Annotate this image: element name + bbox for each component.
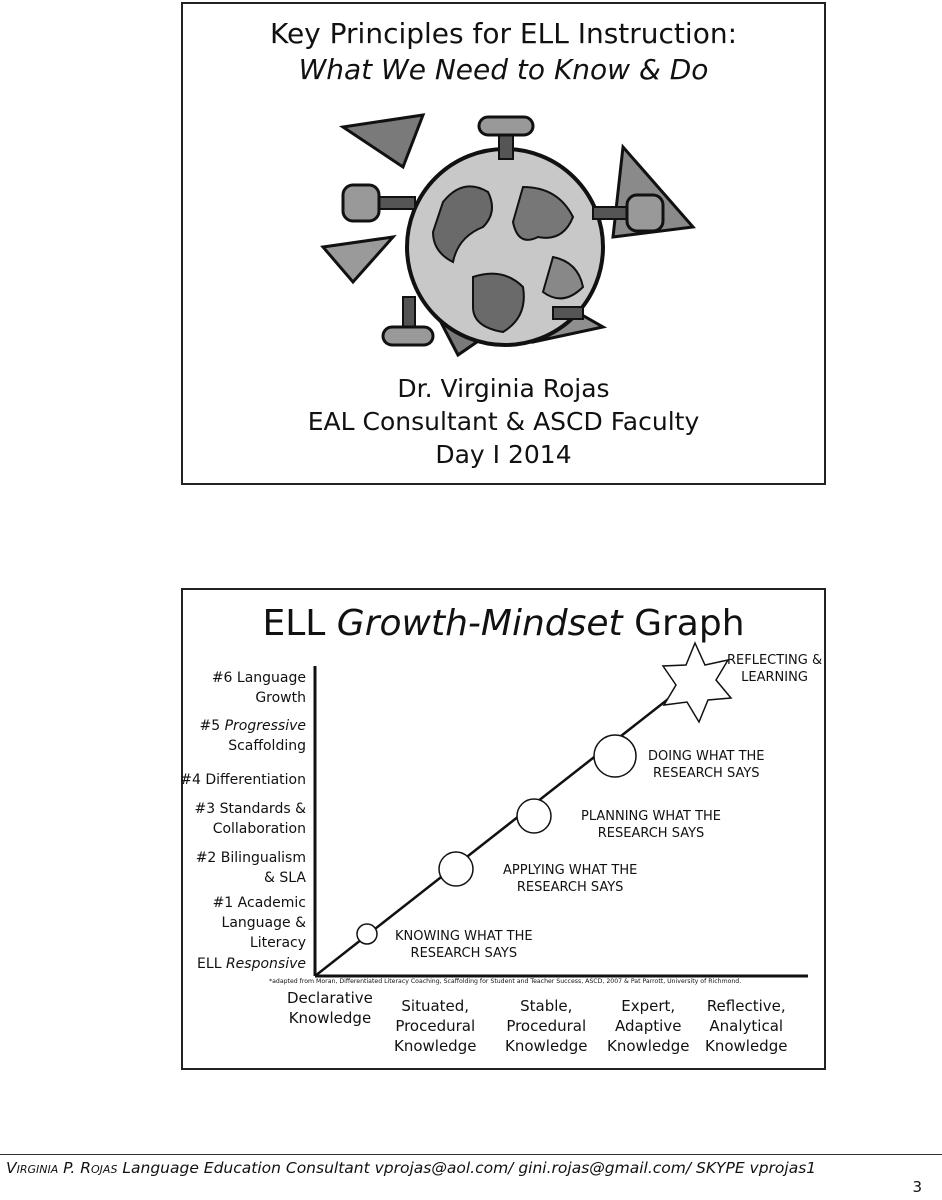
label-reflecting: REFLECTING & LEARNING	[727, 653, 823, 685]
y-label-2: #2 Bilingualism & SLA	[195, 850, 306, 886]
x-label-situated: Situated, Procedural Knowledge	[394, 997, 477, 1055]
point-knowing	[357, 924, 377, 944]
point-reflecting-star	[663, 643, 731, 722]
slide1-author-block	[183, 372, 824, 471]
footer-name: Virginia P. Rojas	[6, 1159, 118, 1177]
author-role: EAL Consultant & ASCD Faculty	[307, 407, 700, 436]
point-doing	[594, 735, 636, 777]
y-label-1: #1 Academic Language & Literacy	[212, 895, 306, 951]
growth-mindset-slide	[181, 588, 826, 1070]
point-applying	[439, 852, 473, 886]
x-label-expert: Expert, Adaptive Knowledge	[607, 997, 690, 1055]
slide1-title-line2: What We Need to Know & Do	[298, 53, 709, 86]
point-planning	[517, 799, 551, 833]
slide1-title-line1: Key Principles for ELL Instruction:	[269, 17, 738, 50]
x-label-stable: Stable, Procedural Knowledge	[505, 997, 588, 1055]
y-label-ell: ELL Responsive	[197, 956, 306, 972]
credit-note: *adapted from Moran, Differentiated Literacy Coaching, Scaffolding for Student and Teacher Success, ASCD, 2007 & Pat Parrott, University of Richmond.	[269, 978, 742, 985]
title-italic: Growth-Mindset	[336, 603, 623, 644]
slide1-title	[183, 16, 824, 88]
page-number: 3	[912, 1178, 922, 1196]
title-part2: Graph	[622, 603, 745, 644]
footer-contact: Language Education Consultant vprojas@aol.com/ gini.rojas@gmail.com/ SKYPE vprojas1	[117, 1159, 817, 1177]
y-label-6: #6 Language Growth	[211, 670, 306, 706]
footer	[6, 1159, 816, 1177]
label-knowing: KNOWING WHAT THE RESEARCH SAYS	[395, 929, 533, 961]
label-planning: PLANNING WHAT THE RESEARCH SAYS	[581, 809, 722, 841]
author-day: Day I 2014	[435, 440, 572, 469]
globe-with-windup-keys-icon	[283, 107, 723, 369]
y-label-4: #4 Differentiation	[180, 772, 306, 788]
x-label-declarative: Declarative Knowledge	[287, 989, 373, 1027]
x-label-reflective: Reflective, Analytical Knowledge	[705, 997, 788, 1055]
y-label-3: #3 Standards & Collaboration	[194, 801, 306, 837]
footer-divider	[0, 1154, 942, 1155]
title-part1: ELL	[262, 603, 337, 644]
slide2-title	[183, 600, 824, 648]
label-applying: APPLYING WHAT THE RESEARCH SAYS	[503, 863, 638, 895]
author-name: Dr. Virginia Rojas	[397, 374, 610, 403]
y-label-5: #5 Progressive Scaffolding	[199, 718, 306, 754]
label-doing: DOING WHAT THE RESEARCH SAYS	[648, 749, 765, 781]
title-slide	[181, 2, 826, 485]
